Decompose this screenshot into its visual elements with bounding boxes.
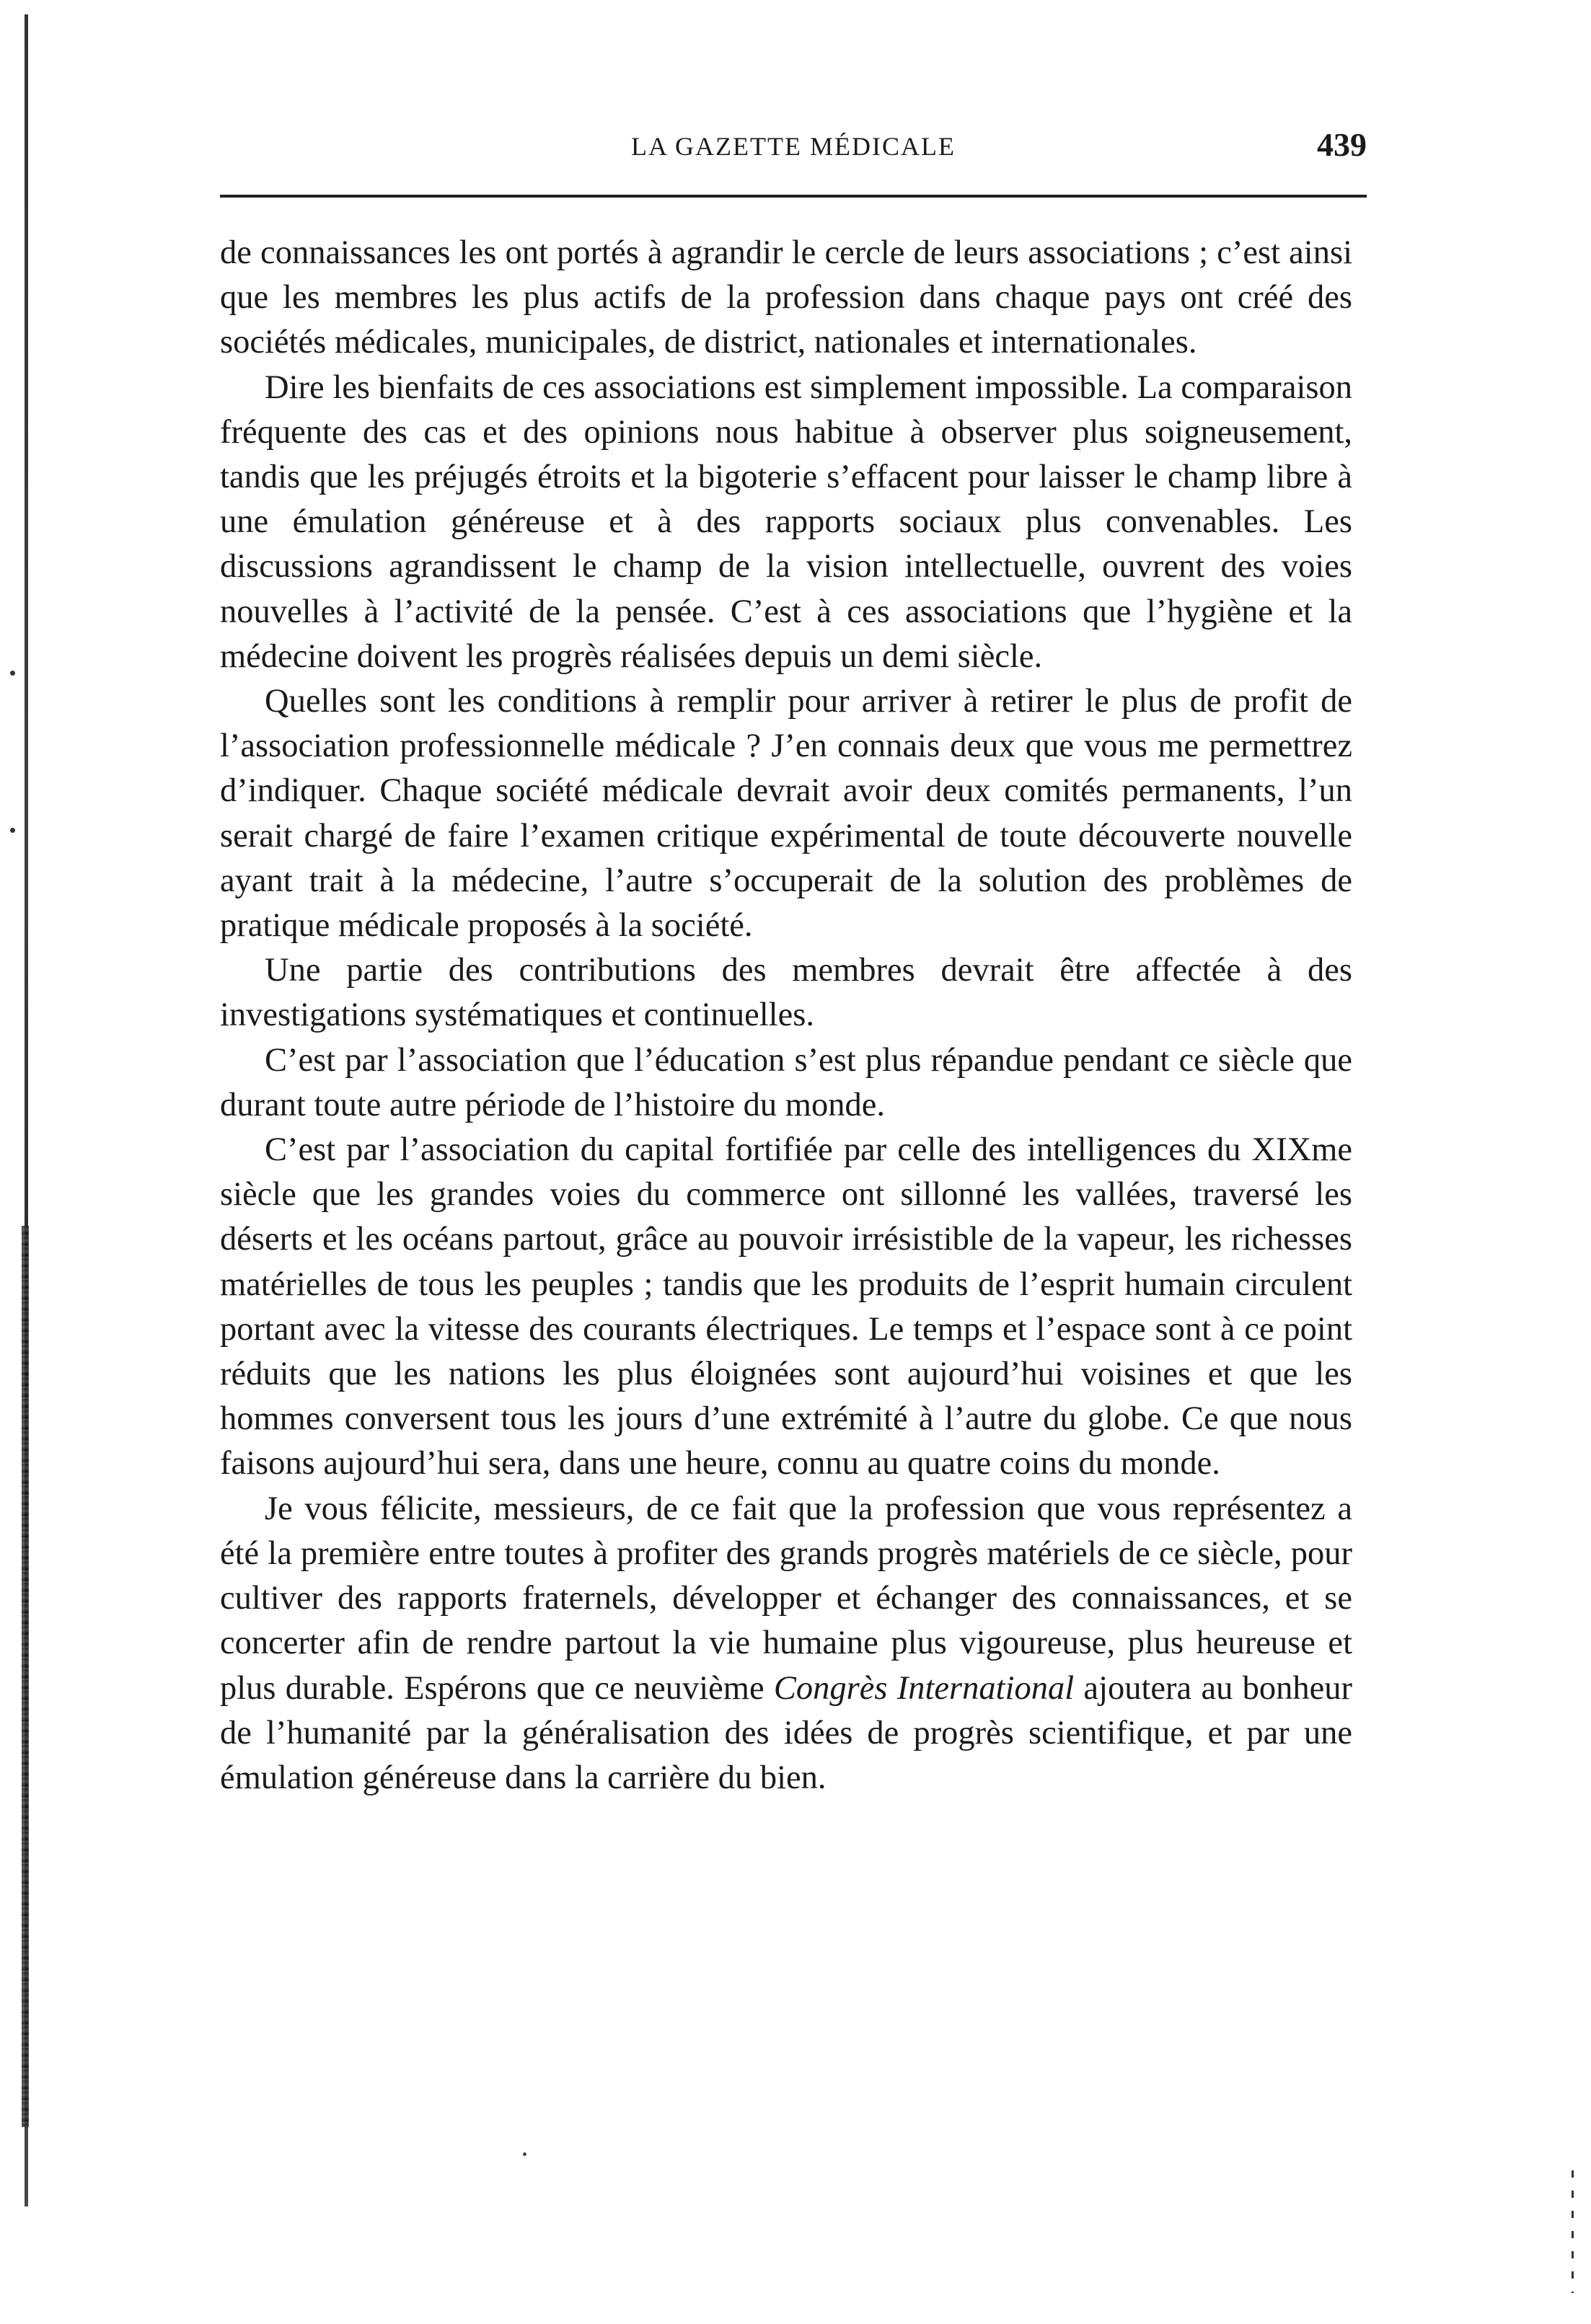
running-title: LA GAZETTE MÉDICALE xyxy=(631,132,956,161)
paragraph: Quelles sont les conditions à remplir pour arriver à retirer le plus de profit de l’association professionnelle médicale ? J’en connais deux que vous me permettrez d’indiquer. Chaque société médicale devrait avoir deux comités permanents, l’un serait chargé de faire l’examen critique expérimental de toute découverte nouvelle ayant trait à la médecine, l’autre s’occuperait de la solution des problèmes de pratique médicale proposés à la société. xyxy=(220,683,1352,945)
paragraph: de connaissances les ont portés à agrandir le cercle de leurs associations ; c’est ainsi que les membres les plus actifs de la profession dans chaque pays ont créé des sociétés médicales, municipales, de district, nationales et internationales. xyxy=(220,234,1352,361)
congress-title: Congrès International xyxy=(773,1669,1075,1707)
print-speck xyxy=(523,2152,526,2156)
paragraph: C’est par l’association du capital fortifiée par celle des intelligences du XIXme siècle que les grandes voies du commerce ont sillonné les vallées, traversé les déserts et les océans partout, grâce au pouvoir irrésistible de la vapeur, les richesses matérielles de tous les peuples ; tandis que les produits de l’esprit humain circulent portant avec la vitesse des courants électriques. Le temps et l’espace sont à ce point réduits que les nations les plus éloignées sont aujourd’hui voisines et que les hommes conversent tous les jours d’une extrémité à l’autre du globe. Ce que nous faisons aujourd’hui sera, dans une heure, connu au quatre coins du monde. xyxy=(220,1131,1352,1483)
paragraph xyxy=(220,1487,1352,1801)
binding-mark xyxy=(10,828,15,833)
binding-mark xyxy=(10,671,15,676)
header-rule xyxy=(220,195,1367,198)
article-body xyxy=(220,231,1352,1801)
page-number: 439 xyxy=(1317,126,1367,163)
paragraph: Une partie des contributions des membres devrait être affectée à des investigations systématiques et continuelles. xyxy=(220,952,1352,1034)
paragraph-text: ajoutera au bonheur de l’humanité par la généralisation des idées de progrès scientifique, et par une émulation généreuse dans la carrière du bien. xyxy=(220,1669,1352,1796)
page-header xyxy=(220,121,1367,173)
paragraph-text: Je vous félicite, messieurs, de ce fait que la profession que vous représentez a été la première entre toutes à profiter des grands progrès matériels de ce siècle, pour cultiver des rapports fraternels, développer et échanger des connaissances, et se concerter afin de rendre partout la vie humaine plus vigoureuse, plus heureuse et plus durable. Espérons que ce neuvième xyxy=(220,1490,1352,1707)
paragraph: Dire les bienfaits de ces associations est simplement impossible. La comparaison fréquente des cas et des opinions nous habitue à observer plus soigneusement, tandis que les préjugés étroits et la bigoterie s’effacent pour laisser le champ libre à une émulation généreuse et à des rapports sociaux plus convenables. Les discussions agrandissent le champ de la vision intellectuelle, ouvrent des voies nouvelles à l’activité de la pensée. C’est à ces associations que l’hygiène et la médecine doivent les progrès réalisées depuis un demi siècle. xyxy=(220,368,1352,675)
page-edge-marks xyxy=(1572,2170,1574,2293)
paragraph: C’est par l’association que l’éducation s’est plus répandue pendant ce siècle que durant toute autre période de l’histoire du monde. xyxy=(220,1041,1352,1123)
page-binding-shadow xyxy=(22,1226,29,2127)
